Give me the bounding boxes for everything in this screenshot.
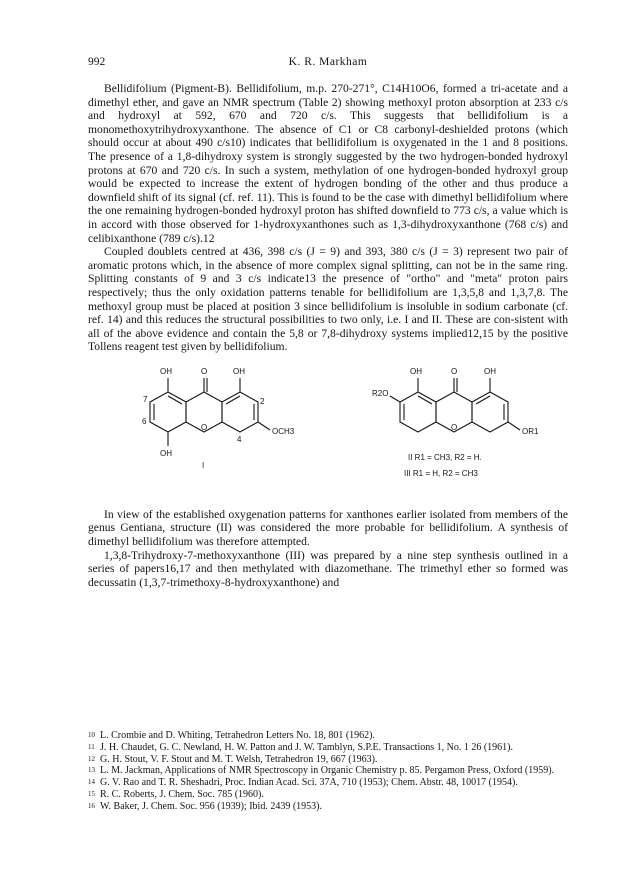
reference-item bbox=[88, 754, 568, 766]
reference-text: L. M. Jackman, Applications of NMR Spectroscopy in Organic Chemistry p. 85. Pergamon Press, Oxford (1959). bbox=[100, 765, 555, 777]
reference-item bbox=[88, 801, 568, 813]
struct2-oh-right: OH bbox=[484, 366, 496, 376]
reference-number: 11 bbox=[88, 742, 95, 751]
reference-item bbox=[88, 777, 568, 789]
reference-number: 12 bbox=[88, 754, 95, 763]
reference-item bbox=[88, 742, 568, 754]
reference-number: 13 bbox=[88, 766, 95, 775]
reference-text: J. H. Chaudet, G. C. Newland, H. W. Patton and J. W. Tamblyn, S.P.E. Transactions 1, No. 1 26 (1961). bbox=[100, 741, 514, 753]
reference-text: W. Baker, J. Chem. Soc. 956 (1939); Ibid. 2439 (1953). bbox=[100, 800, 322, 812]
struct2-label-ii: II R1 = CH3, R2 = H. bbox=[408, 452, 482, 462]
paragraph-bellidifolium: Bellidifolium (Pigment-B). Bellidifolium, m.p. 270-271°, C14H10O6, formed a tri-acetate and a dimethyl ether, and gave an NMR spectrum (Table 2) showing methoxyl proton absorption at 233 c/s and hydroxyl at 592, 670 and 720 c/s. This suggests that bellidifolium is a monomethoxytrihydroxyxanthone. The absence of C1 or C8 carbonyl-deshielded protons (which should occur at about 490 c/s10) indicates that bellidifolium is oxygenated in the 1 and 8 positions. The presence of a 1,8-dihydroxy system is strongly suggested by the two hydrogen-bonded hydroxyl protons at 670 and 720 c/s. In such a system, methylation of one hydrogen-bonded hydroxyl group would be expected to increase the extent of hydrogen bonding of the other and thus produce a downfield shift of its signal (cf. ref. 11). This is found to be the case with dimethyl bellidifolium where the one remaining hydrogen-bonded hydroxyl proton has shifted downfield to 773 c/s, a value which is in accord with those observed for 1-hydroxyxanthones such as 1,3-dihydroxyxanthone (768 c/s) and celibixanthone (789 c/s).12 bbox=[88, 82, 568, 245]
reference-item bbox=[88, 789, 568, 801]
reference-number: 14 bbox=[88, 778, 95, 787]
struct1-num-2: 2 bbox=[260, 396, 265, 406]
reference-text: L. Crombie and D. Whiting, Tetrahedron Letters No. 18, 801 (1962). bbox=[100, 730, 375, 741]
struct2-oh-left: OH bbox=[410, 366, 422, 376]
struct1-och3: OCH3 bbox=[272, 426, 295, 436]
page-number: 992 bbox=[88, 56, 106, 68]
references bbox=[88, 730, 568, 813]
struct1-carbonyl-o: O bbox=[201, 366, 208, 376]
struct1-ring-o: O bbox=[201, 422, 208, 432]
struct1-num-4: 4 bbox=[237, 434, 242, 444]
struct1-oh-right: OH bbox=[233, 366, 245, 376]
reference-text: G. H. Stout, V. F. Stout and M. T. Welsh, Tetrahedron 19, 667 (1963). bbox=[100, 753, 378, 765]
structure-I-rings bbox=[150, 378, 270, 446]
paragraph-gentiana: In view of the established oxygenation patterns for xanthones earlier isolated from members of the genus Gentiana, structure (II) was considered the more probable for bellidifolium. A synthesis of dimethyl bellidifolium was therefore attempted. bbox=[88, 507, 568, 549]
struct1-oh-bottom: OH bbox=[160, 448, 172, 458]
reference-text: G. V. Rao and T. R. Sheshadri, Proc. Indian Acad. Sci. 37A, 710 (1953); Chem. Abstr. 48, 10017 (1954). bbox=[100, 777, 518, 789]
struct1-oh-left: OH bbox=[160, 366, 172, 376]
xanthone-structures bbox=[88, 360, 568, 500]
running-author: K. R. Markham bbox=[288, 56, 368, 68]
structure-figure bbox=[88, 360, 568, 500]
reference-item bbox=[88, 765, 568, 777]
paragraph-coupled-doublets: Coupled doublets centred at 436, 398 c/s (J = 9) and 393, 380 c/s (J = 3) represent two pair of aromatic protons which, in the absence of more complex signal splitting, can not be in the same ring. Splitting constants of 9 and 3 c/s indicate13 the presence of "ortho" and "meta" proton pairs respectively; thus the only oxidation patterns tenable for bellidifolium are 1,3,5,8 and 1,3,7,8. The methoxyl group must be placed at position 3 since bellidifolium is insoluble in sodium carbonate (cf. ref. 14) and this reduces the structural possibilities to two only, i.e. I and II. These are con-sistent with all of the above evidence and contain the 5,8 or 7,8-dihydroxy systems implied12,15 by the positive Tollens reagent test given by bellidifolium. bbox=[88, 245, 568, 354]
reference-item bbox=[88, 730, 568, 742]
running-header bbox=[88, 56, 568, 72]
reference-number: 10 bbox=[88, 731, 95, 739]
struct2-or1: OR1 bbox=[522, 426, 539, 436]
struct2-carbonyl-o: O bbox=[451, 366, 458, 376]
paragraph-synthesis: 1,3,8-Trihydroxy-7-methoxyxanthone (III) was prepared by a nine step synthesis outlined in a series of papers16,17 and then methylated with diazomethane. The trimethyl ether so formed was decussatin (1,3,7-trimethoxy-8-hydroxyxanthone) and bbox=[88, 548, 568, 589]
struct1-num-6: 6 bbox=[142, 416, 147, 426]
struct1-num-7: 7 bbox=[143, 394, 148, 404]
struct2-r2o: R2O bbox=[372, 388, 389, 398]
struct2-ring-o: O bbox=[451, 422, 458, 432]
reference-number: 15 bbox=[88, 789, 95, 798]
reference-text: R. C. Roberts, J. Chem. Soc. 785 (1960). bbox=[100, 788, 264, 800]
article-body bbox=[88, 82, 568, 589]
struct2-label-iii: III R1 = H, R2 = CH3 bbox=[404, 468, 478, 478]
reference-number: 16 bbox=[88, 801, 95, 810]
struct1-label: I bbox=[202, 460, 205, 470]
